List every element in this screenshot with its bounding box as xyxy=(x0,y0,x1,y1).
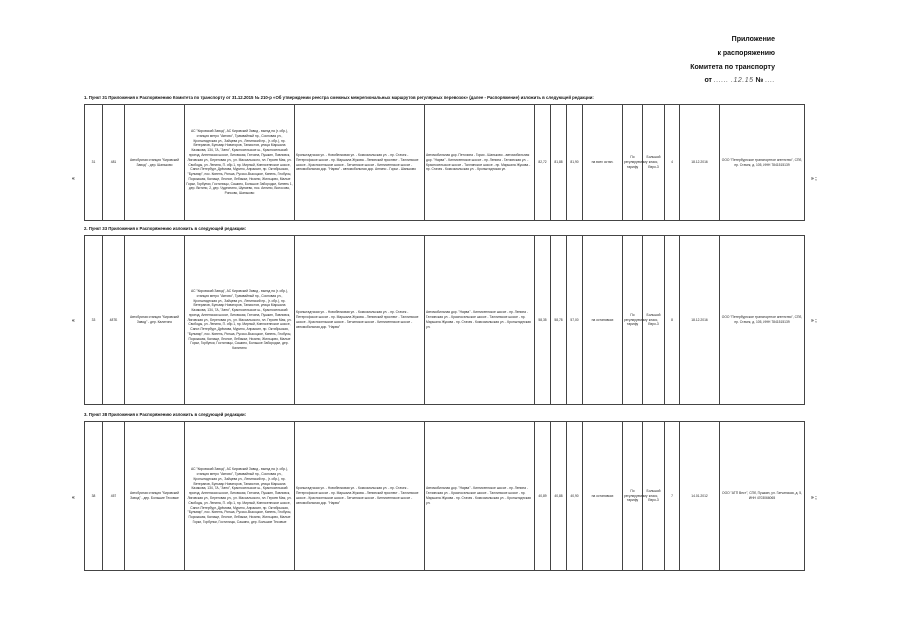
route-name: Автобусная станция "Кировский Завод" - дер. Калитино xyxy=(125,236,185,405)
date-number-line xyxy=(704,77,775,84)
route-name: Автобусная станция "Кировский Завод" - дер. Большие Тесовые xyxy=(125,422,185,571)
distance-total: 81,90 xyxy=(567,105,583,221)
table-row xyxy=(85,422,805,571)
carrier: ООО "АТП Вест", СПб, Пушкин, ул. Гатчинская, д. 5, ИНН 4703066065 xyxy=(720,422,805,571)
section-heading-2: 2. Пункт 33 Приложения к Распоряжению изложить в следующей редакции: xyxy=(84,226,247,231)
open-quote-33: « xyxy=(72,318,75,324)
bus-count: 8 xyxy=(665,236,680,405)
distance-forward: 40,89 xyxy=(535,422,551,571)
bus-class: Большой класс, Евро-3 xyxy=(643,422,665,571)
distance-return: 58,78 xyxy=(551,236,567,405)
bus-count: 4 xyxy=(665,105,680,221)
route-stops: АС "Кировский Завод", АС Кировский Завод - выезд на (г. обр.), станция метро "Автово", Трамвайный пр., Сосновая ул., Кронштадтская ул., Зайцева ул., Ленинский пр., (г. обр.), пр. Ветеранов, Бульвар Новаторов, Танкистов, улица Маршала Казакова, 134, 7А, "Авто", Красносельское ш., Красносельский проезд, Анненская шоссе, Лиговская, Гатчина, Пушкин, Павловск, Лиговская ул., Береговая ул., ул. Массальского, пл. Героев Мая, ул. Свободы, ул. Ленина, П. обр.1, пр. Мирный, Кингисеппское шоссе, Санкт-Петербург, Дрёмова, Мурино, Апраксин, пр. Октябрьская, "Бульвар", пос. Кипень, Ропша, Русско-Высоцкое, Кипень, Глобусы, Порожская, Калище, Лесное, Лебяжье, Низино, Жильцово, Малые Горки, Горбунки, Гостилицы, Сашино, Большое Забородье, дер. Калитино xyxy=(185,236,295,405)
section-heading-1: 1. Пункт 31 Приложения к Распоряжению Комитета по транспорту от 31.12.2015 № 210-р «Об утверждении реестра смежных межрегиональных маршрутов регулярных перевозок» (далее - Распоряжение) изложить в следующей редакции: xyxy=(84,95,594,100)
appendix-title: Приложение xyxy=(731,36,775,43)
stop-mode: на остановках xyxy=(583,236,623,405)
start-date: 18.12.2016 xyxy=(680,105,720,221)
table-row xyxy=(85,105,805,221)
bus-count: 7 xyxy=(665,422,680,571)
row-number: 31 xyxy=(85,105,103,221)
streets-forward: Кронштадтская ул. - Новобелковая ул. - Комсомольская ул. - пр. Стачек - Петергофское шоссе - пр. Маршала Жукова - Ленинский проспект - Таллинское шоссе - Красносельское шоссе - Гатчинское шоссе - Кингисеппское шоссе - автомобильная дор. "Нарва" xyxy=(295,236,425,405)
close-quote-38: » ; xyxy=(811,495,817,501)
streets-return: Автомобильная дор. "Нарва" - Кингисеппское шоссе - пр. Ленина - Гатчинская ул. - Красносельское шоссе - Таллинское шоссе - пр. Маршала Жукова - пр. Стачек - Комсомольская ул. - Кронштадтская ул. xyxy=(425,236,535,405)
route-number: 487Б xyxy=(103,236,125,405)
date-prefix: от xyxy=(704,77,712,84)
tariff-type: По регулируемому тарифу xyxy=(623,105,643,221)
start-date: 18.12.2016 xyxy=(680,236,720,405)
route-stops: АС "Кировский Завод", АС Кировский Завод - выезд на (г. обр.), станция метро "Автово", Трамвайный пр., Сосновая ул., Кронштадтская ул., Зайцева ул., Ленинский пр., (г. обр.), пр. Ветеранов, Бульвар Новаторов, Танкистов, улица Маршала Казакова, 134, 7А, "Авто", Красносельское ш., Красносельский проезд, Анненская шоссе, Лиговская, Гатчина, Пушкин, Павловск, Лиговская ул., Береговая ул., ул. Массальского, пл. Героев Мая, ул. Свободы, ул. Ленина, П. обр.1, пр. Мирный, Кингисеппское шоссе, Санкт-Петербург, Дрёмова, Мурино, Апраксин, пр. Октябрьская, "Бульвар", пос. Кипень, Ропша, Русско-Высоцкое, Кипень, Глобусы, Порожская, Калище, Лесное, Лебяжье, Низино, Жильцово, Малые Горки, Горбунки, Гостилицы, Сашино, Большое Забородье, Кипень 1, дер. Витино, 2, дер. Чудеснино, Шупаево, пос. Аннино, Волосово, Ронково, Шаньково xyxy=(185,105,295,221)
close-quote-31: » ; xyxy=(811,176,817,182)
stop-mode: на остановках xyxy=(583,422,623,571)
streets-return: Автомобильная дор. "Нарва" - Кингисеппское шоссе - пр. Ленина - Гатчинская ул. - Красносельское шоссе - Таллинское шоссе - пр. Маршала Жукова - пр. Стачек - Комсомольская ул. - Кронштадтская ул. xyxy=(425,422,535,571)
route-stops: АС "Кировский Завод", АС Кировский Завод - выезд на (г. обр.), станция метро "Автово", Трамвайный пр., Сосновая ул., Кронштадтская ул., Зайцева ул., Ленинский пр., (г. обр.), пр. Ветеранов, Бульвар Новаторов, Танкистов, улица Маршала Казакова, 134, 7А, "Авто", Красносельское ш., Красносельский проезд, Анненская шоссе, Лиговская, Гатчина, Пушкин, Павловск, Лиговская ул., Береговая ул., ул. Массальского, пл. Героев Мая, ул. Свободы, ул. Ленина, П. обр.1, пр. Мирный, Кингисеппское шоссе, Санкт-Петербург, Дрёмова, Мурино, Апраксин, пр. Октябрьская, "Бульвар", пос. Кипень, Ропша, Русско-Высоцкое, Кипень, Глобусы, Порожская, Калище, Лесное, Лебяжье, Низино, Жильцово, Малые Горки, Горбунки, Гостилицы, Сашино, дер. Большие Тесовые xyxy=(185,422,295,571)
distance-return: 40,88 xyxy=(551,422,567,571)
route-number: 481 xyxy=(103,105,125,221)
route-number: 457 xyxy=(103,422,125,571)
route-table-33 xyxy=(84,235,805,405)
number-prefix: № xyxy=(755,77,764,84)
row-number: 33 xyxy=(85,236,103,405)
route-name: Автобусная станция "Кировский Завод" - дер. Шаньково xyxy=(125,105,185,221)
distance-forward: 82,72 xyxy=(535,105,551,221)
number-value: .... xyxy=(765,77,775,84)
distance-total: 40,90 xyxy=(567,422,583,571)
bus-class: Большой класс, Евро-3 xyxy=(643,105,665,221)
distance-forward: 58,35 xyxy=(535,236,551,405)
route-table-31 xyxy=(84,104,805,221)
date-value: ...... .12.15 xyxy=(713,77,754,84)
open-quote-38: « xyxy=(72,495,75,501)
tariff-type: По регулируемому тарифу xyxy=(623,236,643,405)
route-table-38 xyxy=(84,421,805,571)
streets-forward: Кронштадтская ул. - Новобелковая ул. - Комсомольская ул. - пр. Стачек - Петергофское шоссе - пр. Маршала Жукова - Ленинский проспект - Таллинское шоссе - Красносельское шоссе - Гатчинское шоссе - Кингисеппское шоссе - автомобильная дор. "Нарва" xyxy=(295,422,425,571)
committee-name: Комитета по транспорту xyxy=(690,64,775,71)
distance-total: 57,00 xyxy=(567,236,583,405)
carrier: ООО "Петербургское транспортное агентство", СПб, пр. Стачек, д. 105, ИНН 7841515139 xyxy=(720,236,805,405)
row-number: 38 xyxy=(85,422,103,571)
appendix-subtitle: к распоряжению xyxy=(717,50,775,57)
distance-return: 81,88 xyxy=(551,105,567,221)
open-quote-31: « xyxy=(72,176,75,182)
section-heading-3: 3. Пункт 38 Приложения к Распоряжению изложить в следующей редакции: xyxy=(84,412,247,417)
bus-class: Большой класс, Евро-3 xyxy=(643,236,665,405)
start-date: 14.01.2012 xyxy=(680,422,720,571)
close-quote-33: » ; xyxy=(811,318,817,324)
carrier: ООО "Петербургское транспортное агентство", СПб, пр. Стачек, д. 105, ИНН 7841515139 xyxy=(720,105,805,221)
streets-return: Автомобильная дор. Петочина - Горки - Шаньково - автомобильная дор. "Нарва" - Кингисеппское шоссе - пр. Ленина - Гатчинская ул. - Красносельское шоссе - Таллинское шоссе - пр. Маршала Жукова - пр. Стачек - Комсомольская ул. - Кронштадтская ул. xyxy=(425,105,535,221)
table-row xyxy=(85,236,805,405)
stop-mode: на всех остан. xyxy=(583,105,623,221)
tariff-type: По регулируемому тарифу xyxy=(623,422,643,571)
streets-forward: Кронштадтская ул. - Новобелковая ул. - Комсомольская ул. - пр. Стачек - Петергофское шоссе - пр. Маршала Жукова - Ленинский проспект - Таллинское шоссе - Красносельское шоссе - Гатчинское шоссе - Кингисеппское шоссе - автомобильная дор. "Нарва" - автомобильная дор. Аннино - Горки - Шаньково xyxy=(295,105,425,221)
